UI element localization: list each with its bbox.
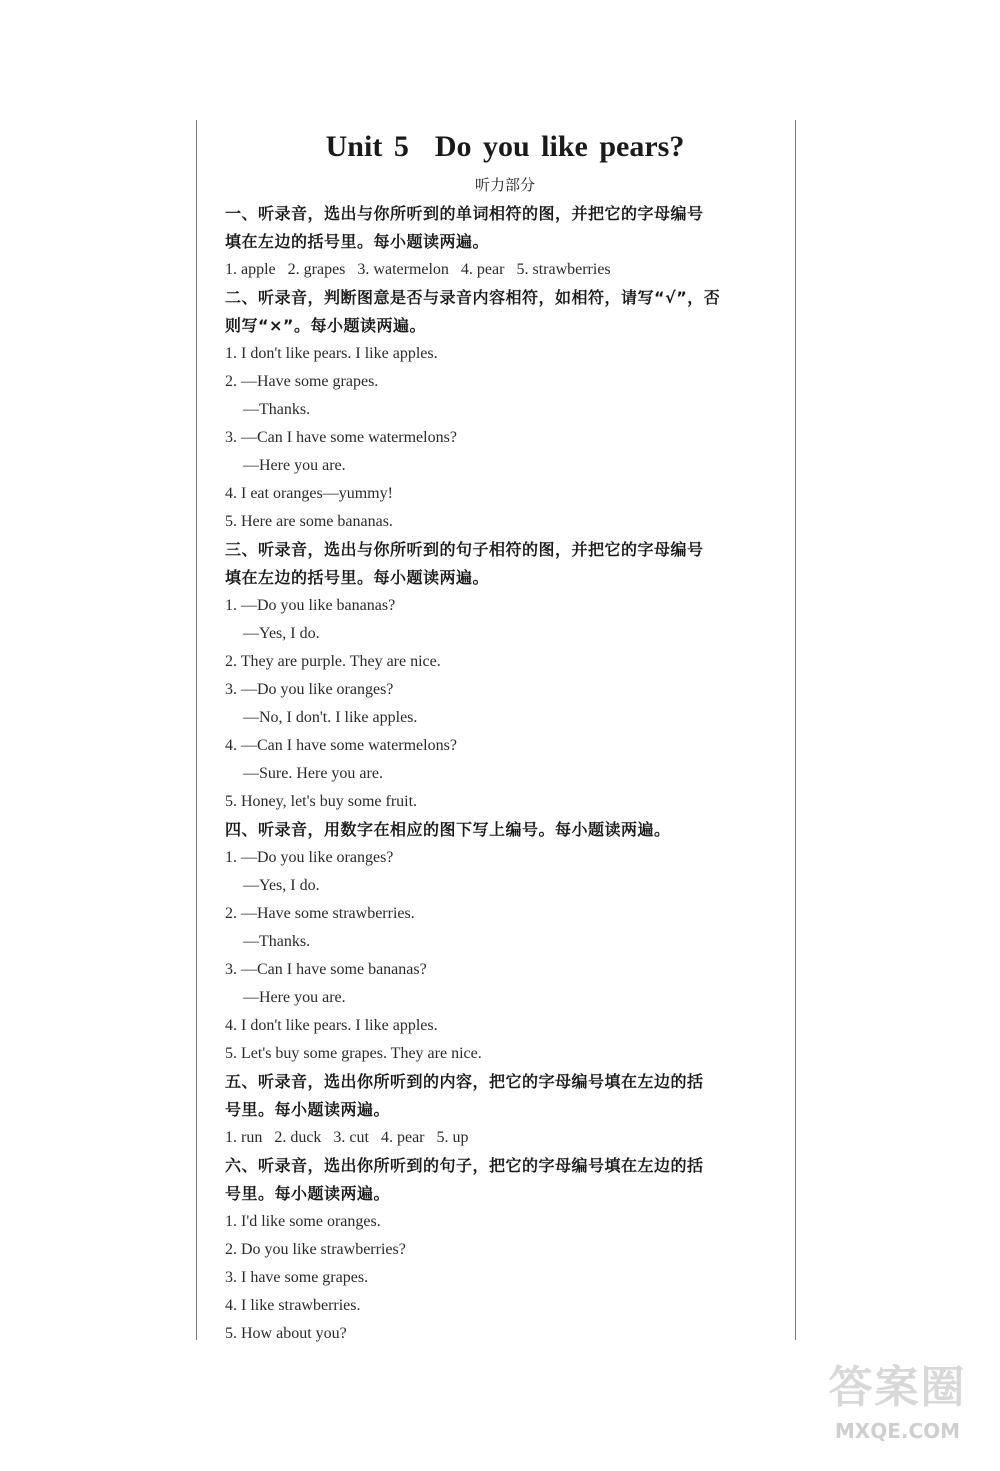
transcript-line: —Here you are. <box>243 989 346 1006</box>
transcript-line: —Thanks. <box>243 933 311 950</box>
section-heading: 号里。每小题读两遍。 <box>225 1100 391 1119</box>
transcript-line: 3. I have some grapes. <box>225 1269 369 1286</box>
transcript-line: 1. I don't like pears. I like apples. <box>225 345 438 362</box>
section-heading: 则写“×”。每小题读两遍。 <box>225 316 426 335</box>
section-heading: 四、听录音，用数字在相应的图下写上编号。每小题读两遍。 <box>225 820 671 839</box>
transcript-line: 4. —Can I have some watermelons? <box>225 737 457 754</box>
transcript-line: —Thanks. <box>243 401 311 418</box>
section-5 <box>225 1068 785 1152</box>
transcript-line: —Sure. Here you are. <box>243 765 383 782</box>
transcript-line: 3. —Can I have some watermelons? <box>225 429 457 446</box>
transcript-line: 5. Let's buy some grapes. They are nice. <box>225 1045 482 1062</box>
section-4 <box>225 816 785 1068</box>
transcript-line: 3. —Do you like oranges? <box>225 681 394 698</box>
section-3 <box>225 536 785 816</box>
section-heading: 填在左边的括号里。每小题读两遍。 <box>225 232 490 251</box>
transcript-line: 1. apple 2. grapes 3. watermelon 4. pear 5. strawberries <box>225 261 611 278</box>
transcript-line: 1. —Do you like oranges? <box>225 849 394 866</box>
transcript-line: 4. I like strawberries. <box>225 1297 361 1314</box>
section-heading: 三、听录音，选出与你所听到的句子相符的图，并把它的字母编号 <box>225 540 704 559</box>
transcript-line: 5. How about you? <box>225 1325 347 1342</box>
transcript-line: 1. I'd like some oranges. <box>225 1213 381 1230</box>
transcript-line: —Yes, I do. <box>243 877 320 894</box>
title-question: Do you like pears? <box>434 130 685 163</box>
transcript-line: 4. I eat oranges—yummy! <box>225 485 393 502</box>
section-heading: 号里。每小题读两遍。 <box>225 1184 391 1203</box>
page-title <box>225 124 785 170</box>
section-1 <box>225 200 785 284</box>
watermark-url: MXQE.COM <box>834 1419 961 1443</box>
transcript-line: —Here you are. <box>243 457 346 474</box>
transcript-line: —No, I don't. I like apples. <box>243 709 418 726</box>
transcript-line: 2. They are purple. They are nice. <box>225 653 441 670</box>
transcript-line: 5. Honey, let's buy some fruit. <box>225 793 418 810</box>
transcript-line: 3. —Can I have some bananas? <box>225 961 427 978</box>
section-heading: 六、听录音，选出你所听到的句子，把它的字母编号填在左边的括 <box>225 1156 704 1175</box>
section-6 <box>225 1152 785 1348</box>
section-subtitle: 听力部分 <box>474 176 535 194</box>
transcript-line: 2. Do you like strawberries? <box>225 1241 406 1258</box>
right-margin-rule <box>795 120 796 1340</box>
section-heading: 五、听录音，选出你所听到的内容，把它的字母编号填在左边的括 <box>225 1072 704 1091</box>
sections-container <box>225 200 785 1348</box>
transcript-line: 2. —Have some grapes. <box>225 373 379 390</box>
transcript-line: 4. I don't like pears. I like apples. <box>225 1017 438 1034</box>
transcript-line: 5. Here are some bananas. <box>225 513 393 530</box>
transcript-line: 1. run 2. duck 3. cut 4. pear 5. up <box>225 1129 469 1146</box>
watermark-text: 答案圈 <box>828 1362 967 1413</box>
title-unit: Unit 5 <box>325 130 409 163</box>
transcript-line: 2. —Have some strawberries. <box>225 905 415 922</box>
transcript-line: —Yes, I do. <box>243 625 320 642</box>
left-margin-rule <box>196 120 197 1340</box>
section-heading: 一、听录音，选出与你所听到的单词相符的图，并把它的字母编号 <box>225 204 704 223</box>
section-heading: 二、听录音，判断图意是否与录音内容相符，如相符，请写“√”，否 <box>225 288 721 307</box>
section-2 <box>225 284 785 536</box>
watermark <box>815 1351 980 1461</box>
transcript-line: 1. —Do you like bananas? <box>225 597 396 614</box>
page-content <box>225 124 785 1348</box>
section-heading: 填在左边的括号里。每小题读两遍。 <box>225 568 490 587</box>
